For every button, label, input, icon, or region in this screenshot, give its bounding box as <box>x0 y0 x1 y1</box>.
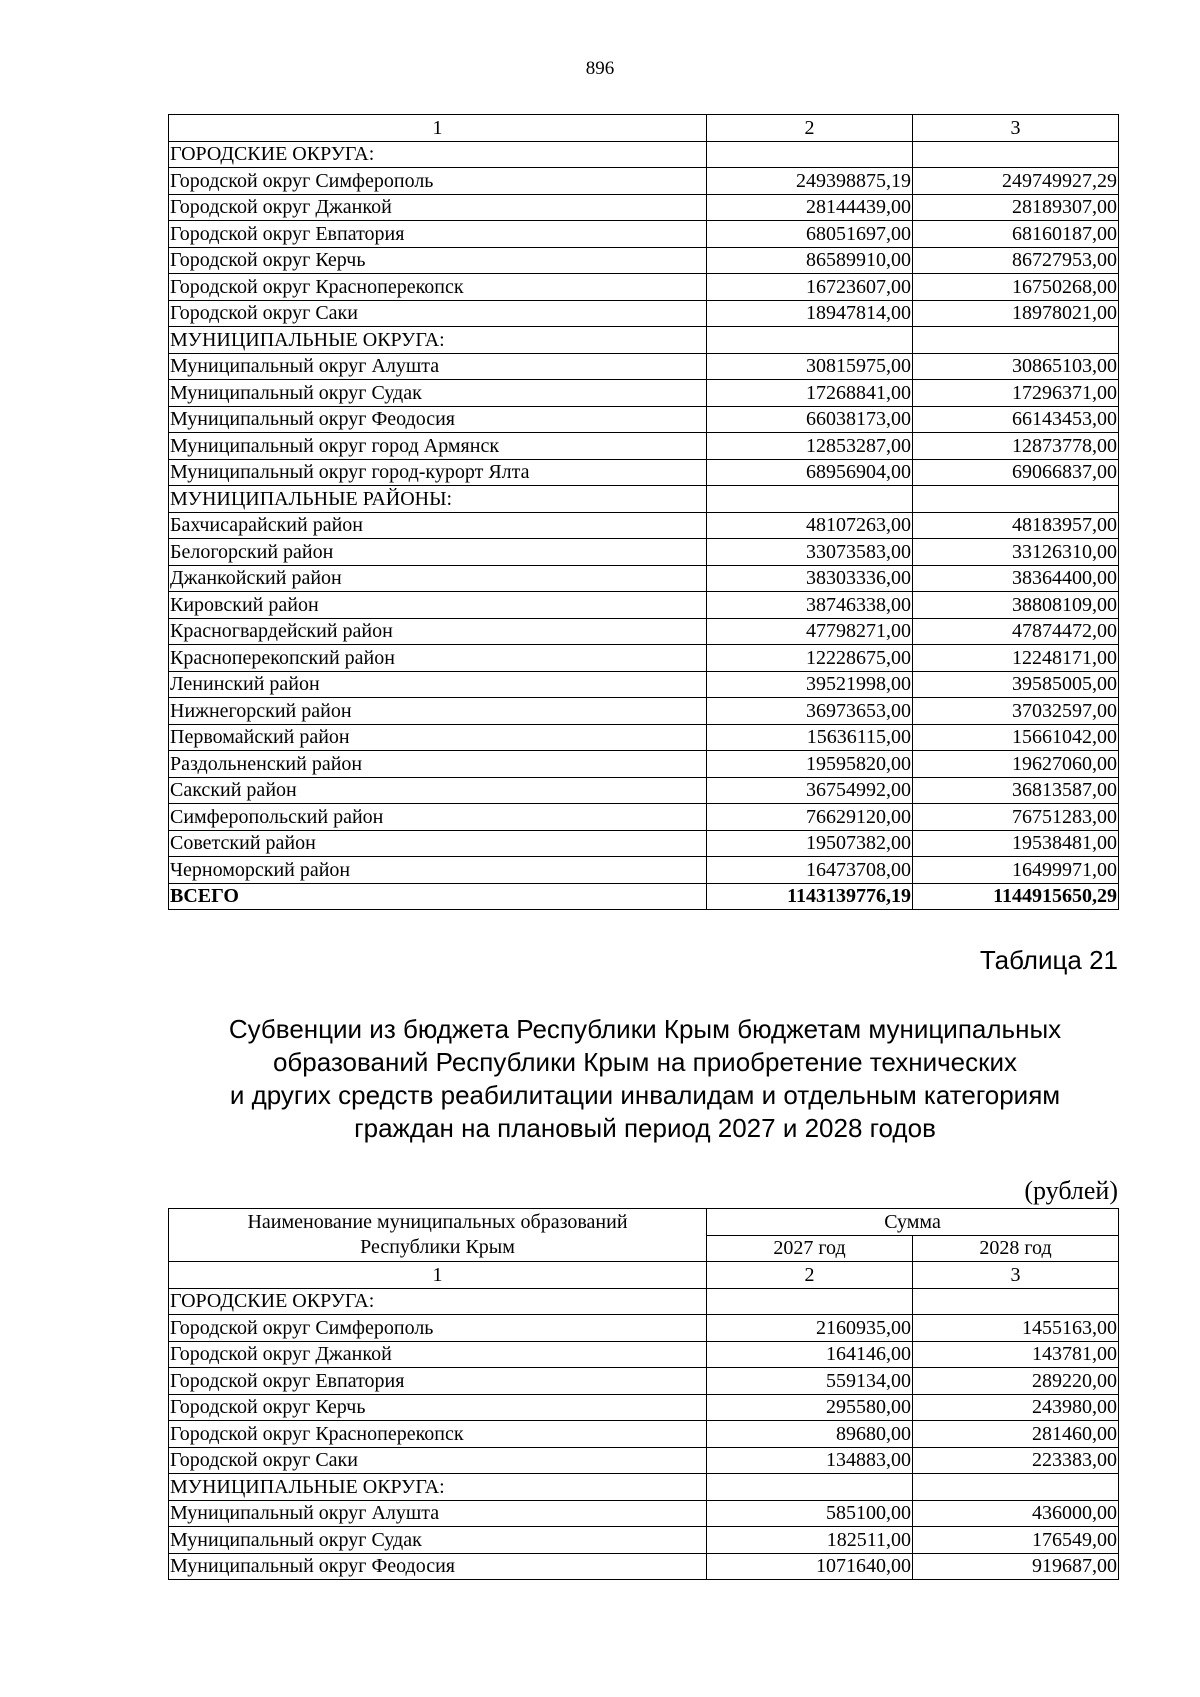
municipality-name: Раздольненский район <box>169 751 707 778</box>
value-2027: 559134,00 <box>707 1368 913 1395</box>
table-row <box>169 459 1119 486</box>
table-row <box>169 539 1119 566</box>
table-row <box>169 168 1119 195</box>
value-2027: 68051697,00 <box>707 221 913 248</box>
table-row <box>169 1394 1119 1421</box>
value-2028: 36813587,00 <box>913 777 1119 804</box>
municipality-name: Муниципальный округ Феодосия <box>169 406 707 433</box>
value-2028: 68160187,00 <box>913 221 1119 248</box>
table-title-line: и других средств реабилитации инвалидам и отдельным категориям <box>229 1080 1061 1110</box>
value-2027: 47798271,00 <box>707 618 913 645</box>
name-column-header <box>169 1209 707 1262</box>
value-2027 <box>707 486 913 513</box>
value-2028: 30865103,00 <box>913 353 1119 380</box>
municipality-name: Муниципальный округ Алушта <box>169 353 707 380</box>
table-row <box>169 274 1119 301</box>
table-row <box>169 327 1119 354</box>
sum-column-header: Сумма <box>707 1209 1119 1236</box>
table-row <box>169 486 1119 513</box>
table-row <box>169 1315 1119 1342</box>
value-2028: 143781,00 <box>913 1341 1119 1368</box>
name-header-line: Республики Крым <box>360 1236 515 1258</box>
value-2027: 19595820,00 <box>707 751 913 778</box>
table-row <box>169 380 1119 407</box>
table-row <box>169 300 1119 327</box>
value-2028: 436000,00 <box>913 1500 1119 1527</box>
value-2027 <box>707 1288 913 1315</box>
header-row <box>169 1209 1119 1236</box>
table-title-line: образований Республики Крым на приобретение технических <box>272 1047 1018 1077</box>
value-2027: 66038173,00 <box>707 406 913 433</box>
value-2027: 12228675,00 <box>707 645 913 672</box>
municipality-name: Муниципальный округ Судак <box>169 380 707 407</box>
municipality-name: Городской округ Евпатория <box>169 221 707 248</box>
value-2028: 223383,00 <box>913 1447 1119 1474</box>
column-number: 2 <box>707 115 913 142</box>
table-row <box>169 1553 1119 1580</box>
value-2027 <box>707 141 913 168</box>
value-2027: 1071640,00 <box>707 1553 913 1580</box>
municipality-name: Белогорский район <box>169 539 707 566</box>
value-2028: 176549,00 <box>913 1527 1119 1554</box>
value-2028: 39585005,00 <box>913 671 1119 698</box>
table-row <box>169 221 1119 248</box>
value-2027: 18947814,00 <box>707 300 913 327</box>
table-row <box>169 565 1119 592</box>
table-row <box>169 592 1119 619</box>
value-2027: 68956904,00 <box>707 459 913 486</box>
value-2027: 36973653,00 <box>707 698 913 725</box>
value-2027: 76629120,00 <box>707 804 913 831</box>
table-row <box>169 830 1119 857</box>
table-row <box>169 724 1119 751</box>
table-row <box>169 247 1119 274</box>
value-2027: 134883,00 <box>707 1447 913 1474</box>
value-2027: 36754992,00 <box>707 777 913 804</box>
value-2028: 37032597,00 <box>913 698 1119 725</box>
value-2028: 19538481,00 <box>913 830 1119 857</box>
municipality-name: Сакский район <box>169 777 707 804</box>
municipality-name: Красноперекопский район <box>169 645 707 672</box>
municipality-name: Городской округ Керчь <box>169 247 707 274</box>
value-2027 <box>707 1474 913 1501</box>
table-label: Таблица 21 <box>979 945 1118 975</box>
municipality-name: Черноморский район <box>169 857 707 884</box>
value-2028: 15661042,00 <box>913 724 1119 751</box>
value-2027: 30815975,00 <box>707 353 913 380</box>
table-row <box>169 698 1119 725</box>
table-row <box>169 1368 1119 1395</box>
value-2028: 1455163,00 <box>913 1315 1119 1342</box>
municipality-name: Муниципальный округ Алушта <box>169 1500 707 1527</box>
value-2028: 289220,00 <box>913 1368 1119 1395</box>
value-2027: 39521998,00 <box>707 671 913 698</box>
value-2028: 249749927,29 <box>913 168 1119 195</box>
table-row <box>169 433 1119 460</box>
municipality-name: МУНИЦИПАЛЬНЫЕ ОКРУГА: <box>169 327 707 354</box>
value-2028: 48183957,00 <box>913 512 1119 539</box>
table-title-line: граждан на плановый период 2027 и 2028 годов <box>354 1113 936 1143</box>
rehabilitation-subvention-table <box>168 1208 1119 1580</box>
value-2027: 295580,00 <box>707 1394 913 1421</box>
table-row <box>169 512 1119 539</box>
value-2028: 28189307,00 <box>913 194 1119 221</box>
table-row <box>169 1421 1119 1448</box>
table-title <box>170 1013 1120 1145</box>
column-number: 3 <box>913 115 1119 142</box>
municipality-name: Городской округ Саки <box>169 1447 707 1474</box>
municipality-name: МУНИЦИПАЛЬНЫЕ РАЙОНЫ: <box>169 486 707 513</box>
municipality-name: Городской округ Керчь <box>169 1394 707 1421</box>
value-2028 <box>913 486 1119 513</box>
value-2027: 12853287,00 <box>707 433 913 460</box>
value-2028 <box>913 1474 1119 1501</box>
table-title-line: Субвенции из бюджета Республики Крым бюджетам муниципальных <box>228 1014 1062 1044</box>
units-label: (рублей) <box>1024 1176 1118 1205</box>
table-row <box>169 645 1119 672</box>
municipality-name: Красногвардейский район <box>169 618 707 645</box>
table-row <box>169 1474 1119 1501</box>
municipality-name: ГОРОДСКИЕ ОКРУГА: <box>169 1288 707 1315</box>
value-2028: 12873778,00 <box>913 433 1119 460</box>
name-header-line: Наименование муниципальных образований <box>247 1211 628 1233</box>
municipality-name: Бахчисарайский район <box>169 512 707 539</box>
municipality-name: Муниципальный округ город-курорт Ялта <box>169 459 707 486</box>
value-2028: 47874472,00 <box>913 618 1119 645</box>
table-row <box>169 777 1119 804</box>
total-label: ВСЕГО <box>169 883 707 910</box>
value-2028: 18978021,00 <box>913 300 1119 327</box>
municipality-name: Джанкойский район <box>169 565 707 592</box>
municipality-name: Городской округ Симферополь <box>169 168 707 195</box>
municipality-name: Первомайский район <box>169 724 707 751</box>
municipality-name: Городской округ Джанкой <box>169 1341 707 1368</box>
value-2027: 89680,00 <box>707 1421 913 1448</box>
value-2027: 38303336,00 <box>707 565 913 592</box>
total-row <box>169 883 1119 910</box>
table-row <box>169 857 1119 884</box>
value-2027: 182511,00 <box>707 1527 913 1554</box>
subsidy-table-continued <box>168 114 1119 910</box>
column-number: 1 <box>169 115 707 142</box>
municipality-name: Нижнегорский район <box>169 698 707 725</box>
column-number: 2 <box>707 1262 913 1289</box>
year-2028-header: 2028 год <box>913 1235 1119 1262</box>
value-2027: 164146,00 <box>707 1341 913 1368</box>
municipality-name: ГОРОДСКИЕ ОКРУГА: <box>169 141 707 168</box>
municipality-name: Кировский район <box>169 592 707 619</box>
table-row <box>169 1500 1119 1527</box>
page-number: 896 <box>585 58 615 79</box>
value-2028 <box>913 141 1119 168</box>
municipality-name: МУНИЦИПАЛЬНЫЕ ОКРУГА: <box>169 1474 707 1501</box>
municipality-name: Городской округ Евпатория <box>169 1368 707 1395</box>
value-2027: 19507382,00 <box>707 830 913 857</box>
municipality-name: Городской округ Красноперекопск <box>169 274 707 301</box>
table-row <box>169 1447 1119 1474</box>
year-2027-header: 2027 год <box>707 1235 913 1262</box>
value-2027: 48107263,00 <box>707 512 913 539</box>
value-2028: 66143453,00 <box>913 406 1119 433</box>
value-2027: 585100,00 <box>707 1500 913 1527</box>
table-row <box>169 194 1119 221</box>
value-2027: 16723607,00 <box>707 274 913 301</box>
value-2028: 69066837,00 <box>913 459 1119 486</box>
column-number-row <box>169 1262 1119 1289</box>
column-number-row <box>169 115 1119 142</box>
value-2027: 15636115,00 <box>707 724 913 751</box>
column-number: 1 <box>169 1262 707 1289</box>
value-2028: 76751283,00 <box>913 804 1119 831</box>
table-row <box>169 671 1119 698</box>
municipality-name: Советский район <box>169 830 707 857</box>
total-2027: 1143139776,19 <box>707 883 913 910</box>
value-2028: 16499971,00 <box>913 857 1119 884</box>
municipality-name: Муниципальный округ город Армянск <box>169 433 707 460</box>
municipality-name: Городской округ Джанкой <box>169 194 707 221</box>
table-row <box>169 1341 1119 1368</box>
value-2027: 33073583,00 <box>707 539 913 566</box>
table-row <box>169 141 1119 168</box>
value-2028: 243980,00 <box>913 1394 1119 1421</box>
table-row <box>169 353 1119 380</box>
value-2028: 86727953,00 <box>913 247 1119 274</box>
table-row <box>169 1527 1119 1554</box>
table-row <box>169 751 1119 778</box>
value-2028: 17296371,00 <box>913 380 1119 407</box>
municipality-name: Городской округ Красноперекопск <box>169 1421 707 1448</box>
municipality-name: Муниципальный округ Судак <box>169 1527 707 1554</box>
value-2028: 38808109,00 <box>913 592 1119 619</box>
municipality-name: Ленинский район <box>169 671 707 698</box>
value-2027: 86589910,00 <box>707 247 913 274</box>
value-2027: 28144439,00 <box>707 194 913 221</box>
value-2028: 19627060,00 <box>913 751 1119 778</box>
value-2027: 17268841,00 <box>707 380 913 407</box>
value-2028: 33126310,00 <box>913 539 1119 566</box>
value-2028: 12248171,00 <box>913 645 1119 672</box>
value-2028 <box>913 1288 1119 1315</box>
municipality-name: Симферопольский район <box>169 804 707 831</box>
column-number: 3 <box>913 1262 1119 1289</box>
value-2028: 281460,00 <box>913 1421 1119 1448</box>
total-2028: 1144915650,29 <box>913 883 1119 910</box>
value-2027 <box>707 327 913 354</box>
table-row <box>169 618 1119 645</box>
value-2028: 38364400,00 <box>913 565 1119 592</box>
value-2027: 16473708,00 <box>707 857 913 884</box>
value-2028: 919687,00 <box>913 1553 1119 1580</box>
value-2027: 38746338,00 <box>707 592 913 619</box>
table-row <box>169 406 1119 433</box>
value-2028: 16750268,00 <box>913 274 1119 301</box>
municipality-name: Муниципальный округ Феодосия <box>169 1553 707 1580</box>
value-2028 <box>913 327 1119 354</box>
table-row <box>169 804 1119 831</box>
municipality-name: Городской округ Саки <box>169 300 707 327</box>
table-row <box>169 1288 1119 1315</box>
value-2027: 249398875,19 <box>707 168 913 195</box>
municipality-name: Городской округ Симферополь <box>169 1315 707 1342</box>
value-2027: 2160935,00 <box>707 1315 913 1342</box>
